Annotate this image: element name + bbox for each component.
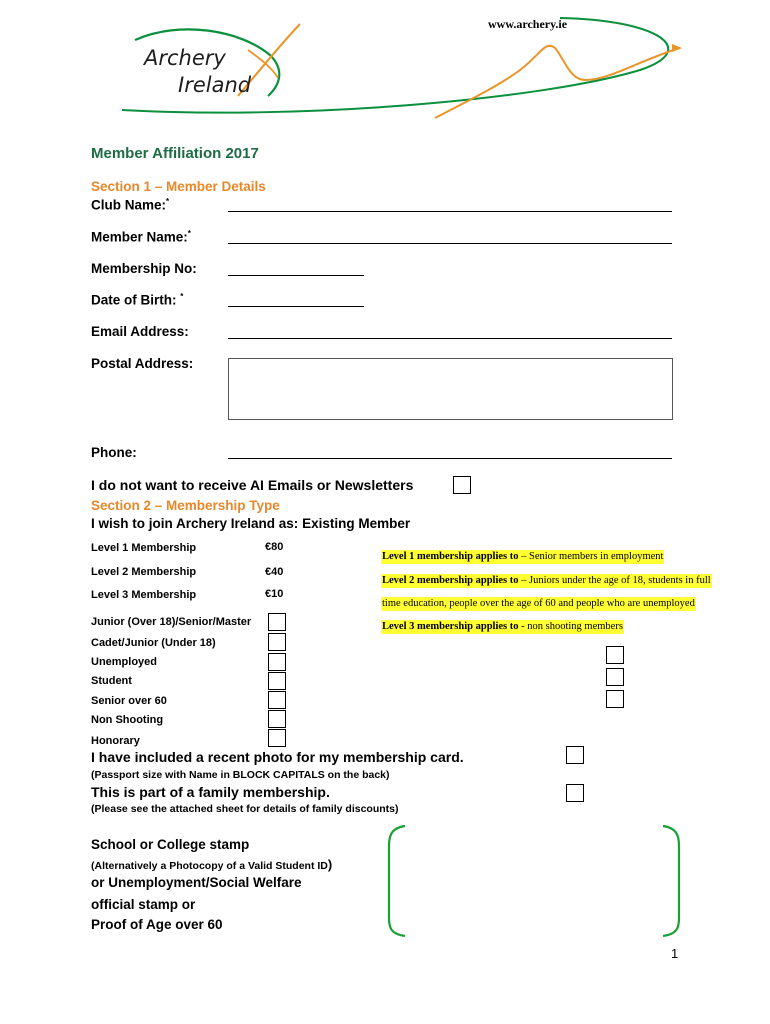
phone-field[interactable] <box>228 458 672 459</box>
level2-note-cont: time education, people over the age of 60 and people who are unemployed <box>382 598 695 609</box>
logo-swoosh-graphic <box>0 0 770 120</box>
family-checkbox[interactable] <box>566 784 584 802</box>
category-student: Student <box>91 675 132 687</box>
section1-heading: Section 1 – Member Details <box>91 179 266 194</box>
photo-label: I have included a recent photo for my membership card. <box>91 749 464 765</box>
checkbox-right-1[interactable] <box>606 646 624 664</box>
family-note: (Please see the attached sheet for details of family discounts) <box>91 803 399 815</box>
header-logo <box>0 0 770 120</box>
checkbox-right-2[interactable] <box>606 668 624 686</box>
level1-label: Level 1 Membership <box>91 542 197 554</box>
no-emails-label: I do not want to receive AI Emails or Newsletters <box>91 477 414 493</box>
join-as-value: Existing Member <box>302 516 411 531</box>
family-label: This is part of a family membership. <box>91 784 330 800</box>
level1-note: Level 1 membership applies to – Senior members in employment <box>382 551 664 562</box>
membership-no-label: Membership No: <box>91 261 197 276</box>
checkbox-non-shooting[interactable] <box>268 710 286 728</box>
stamp-label-2: or Unemployment/Social Welfare <box>91 875 302 890</box>
level2-note: Level 2 membership applies to – Juniors under the age of 18, students in full <box>382 575 711 586</box>
join-as-label: I wish to join Archery Ireland as: Existing Member <box>91 516 411 531</box>
member-name-label: Member Name:* <box>91 229 191 245</box>
checkbox-unemployed[interactable] <box>268 653 286 671</box>
category-senior-over-60: Senior over 60 <box>91 695 167 707</box>
stamp-label-1: School or College stamp <box>91 837 250 852</box>
dob-label: Date of Birth: * <box>91 292 184 308</box>
checkbox-right-3[interactable] <box>606 690 624 708</box>
category-honorary: Honorary <box>91 735 140 747</box>
stamp-label-4: Proof of Age over 60 <box>91 917 223 932</box>
category-junior-senior-master: Junior (Over 18)/Senior/Master <box>91 616 252 628</box>
member-name-field[interactable] <box>228 243 672 244</box>
postal-address-box[interactable] <box>228 358 673 420</box>
website-url: www.archery.ie <box>488 17 568 31</box>
club-name-field[interactable] <box>228 211 672 212</box>
category-cadet-junior: Cadet/Junior (Under 18) <box>91 637 216 649</box>
checkbox-cadet-junior[interactable] <box>268 633 286 651</box>
dob-field[interactable] <box>228 306 364 307</box>
membership-no-field[interactable] <box>228 275 364 276</box>
stamp-note: (Alternatively a Photocopy of a Valid Student ID) <box>91 857 333 872</box>
stamp-label-3: official stamp or <box>91 897 196 912</box>
photo-note: (Passport size with Name in BLOCK CAPITALS on the back) <box>91 769 390 781</box>
logo-text-ireland: Ireland <box>178 73 252 97</box>
photo-checkbox[interactable] <box>566 746 584 764</box>
stamp-area-brackets[interactable] <box>383 822 683 942</box>
page-title: Member Affiliation 2017 <box>91 145 259 162</box>
email-label: Email Address: <box>91 324 189 339</box>
logo-text-archery: Archery <box>144 46 226 70</box>
postal-label: Postal Address: <box>91 356 194 371</box>
level2-label: Level 2 Membership <box>91 566 197 578</box>
no-emails-checkbox[interactable] <box>453 476 471 494</box>
section2-heading: Section 2 – Membership Type <box>91 498 280 513</box>
checkbox-honorary[interactable] <box>268 729 286 747</box>
level2-price: €40 <box>265 566 284 578</box>
level3-note: Level 3 membership applies to - non shooting members <box>382 621 623 632</box>
email-field[interactable] <box>228 338 672 339</box>
level1-price: €80 <box>265 541 284 553</box>
checkbox-junior-senior-master[interactable] <box>268 613 286 631</box>
category-unemployed: Unemployed <box>91 656 158 668</box>
checkbox-student[interactable] <box>268 672 286 690</box>
category-non-shooting: Non Shooting <box>91 714 164 726</box>
checkbox-senior-over-60[interactable] <box>268 691 286 709</box>
phone-label: Phone: <box>91 445 137 460</box>
club-name-label: Club Name:* <box>91 197 170 213</box>
level3-label: Level 3 Membership <box>91 589 197 601</box>
level3-price: €10 <box>265 588 284 600</box>
page-number: 1 <box>671 946 679 961</box>
